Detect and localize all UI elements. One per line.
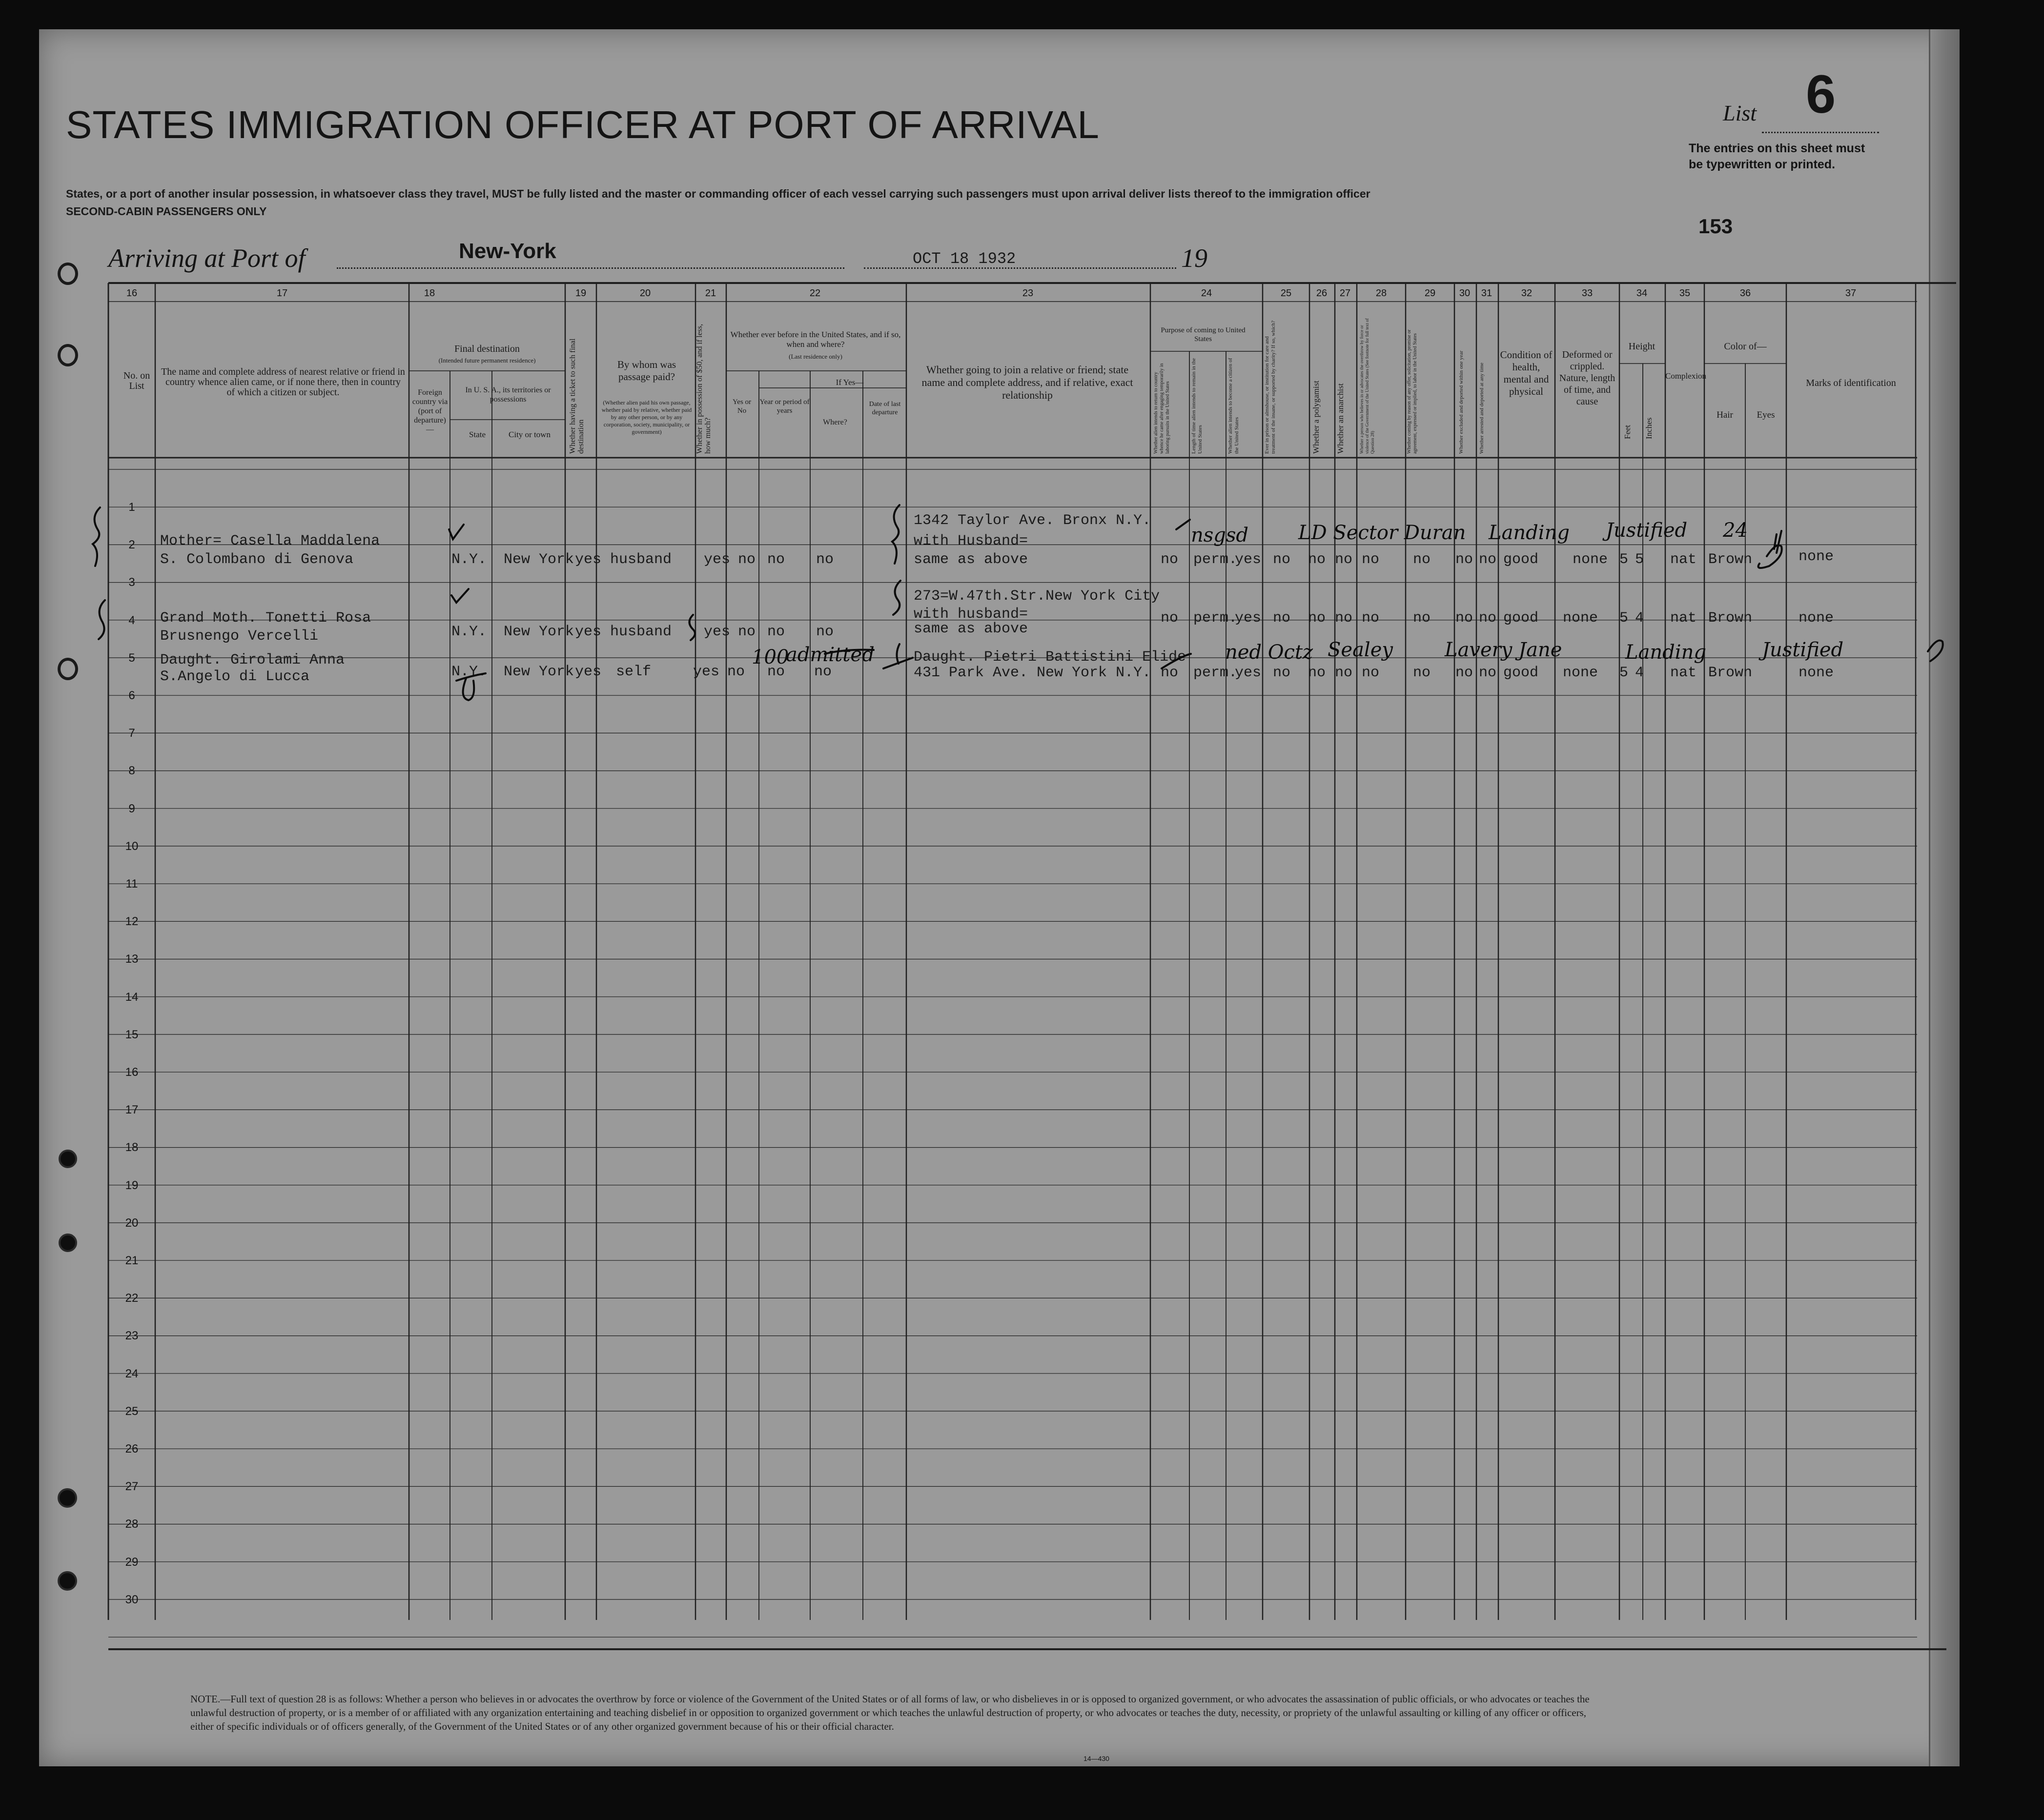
year-label: 19 (1181, 243, 1207, 273)
header-question-28: Whether a person who believes in or advocates the overthrow by force or violence of the Government of the United States (See footnote for full text of Question 28) (1359, 318, 1375, 454)
form-code: 14—430 (1083, 1755, 1109, 1762)
entry-3-feet: 5 (1619, 665, 1629, 681)
entry-2-join-line2: with husband= (914, 606, 1028, 623)
entry-1-citizen: yes (1235, 551, 1262, 568)
entry-3-state: N.Y. (451, 664, 487, 680)
entry-3-marks: none (1799, 665, 1834, 681)
scrawl-8: Lavery Jane (1445, 639, 1562, 661)
entry-3-health: good (1503, 665, 1539, 681)
entry-3-complexion: nat (1670, 665, 1697, 681)
row-number: 14 (125, 990, 139, 1004)
entry-2-return: no (1161, 610, 1179, 627)
entry-2-feet: 5 (1619, 610, 1629, 627)
entry-3-length: perm. (1193, 665, 1238, 681)
row-number: 23 (125, 1329, 139, 1343)
entry-1-return: no (1161, 551, 1179, 568)
column-number: 19 (575, 288, 587, 299)
entry-2-join-line3: same as above (914, 621, 1028, 637)
header-purpose: Purpose of coming to United States (1161, 326, 1246, 343)
column-number: 27 (1339, 288, 1351, 299)
entry-1-prison: no (1273, 551, 1291, 568)
sheet-number: 153 (1698, 215, 1733, 238)
entry-1-marks: none (1799, 548, 1834, 565)
header-deformed: Deformed or crippled. Nature, length of time, and cause (1559, 349, 1615, 407)
entry-3-money: yes (693, 664, 720, 680)
header-state: State (469, 430, 486, 439)
header-no-on-list: No. on List (123, 370, 150, 391)
arriving-label: Arriving at Port of (108, 243, 306, 273)
row-number: 29 (125, 1555, 139, 1569)
entry-2-inches: 4 (1635, 610, 1644, 627)
scrawl-10: Justified (1762, 639, 1844, 661)
header-city: City or town (509, 430, 551, 439)
row-number: 12 (125, 915, 139, 929)
date-stamp: OCT 18 1932 (913, 250, 1016, 268)
header-arrested: Whether arrested and deported at any time (1479, 363, 1485, 454)
entry-1-relative-line2: S. Colombano di Genova (160, 551, 354, 568)
row-number: 26 (125, 1442, 139, 1456)
entry-1-state: N.Y. (451, 551, 487, 568)
entry-3-ticket: yes (575, 664, 602, 680)
entry-2-citizen: yes (1235, 610, 1262, 627)
header-passage-paid-note: (Whether alien paid his own passage, whether paid by relative, whether paid by any other person, or by any corporation, society, municipality, or government) (601, 399, 692, 435)
entry-1-q28: no (1362, 551, 1380, 568)
entry-2-before-where: no (816, 624, 834, 640)
entry-2-arrested: no (1479, 610, 1497, 627)
footnote-question-28: NOTE.—Full text of question 28 is as follows: Whether a person who believes in or advocates the overthrow by force or violence of the Government of the United States or of all forms of law, or who disbelieves in or is opposed to organized government, or who advocates the assassination of public officials, or who advocates or teaches the unlawful destruction of property, or is a member of or affiliated with any organization entertaining and teaching disbelief in or opposition to organized government or which teaches the unlawful destruction of property, or who advocates or teaches the duty, necessity, or propriety of the unlawful assaulting or killing of any officer or officers, either of specific individuals or of officers generally, of the Government of the United States or of any other organized government because of his or their official character. (190, 1693, 1590, 1732)
entry-3-city: New York (504, 664, 574, 680)
entry-2-relative-line2: Brusnengo Vercelli (160, 628, 319, 645)
column-number: 33 (1581, 288, 1593, 299)
row-number: 10 (125, 839, 139, 853)
typewritten-note-2: be typewritten or printed. (1689, 158, 1836, 171)
row-number: 8 (128, 764, 135, 778)
header-final-destination-note: (Intended future permanent residence) (438, 357, 536, 364)
entry-1-arrested: no (1479, 551, 1497, 568)
entry-2-deformed: none (1563, 610, 1598, 627)
header-yes-no: Yes or No (732, 398, 752, 415)
row-number: 7 (128, 727, 135, 740)
entry-1-feet: 5 (1619, 551, 1629, 568)
scrawl-11: 100 (752, 646, 789, 668)
row-number: 27 (125, 1480, 139, 1494)
entry-1-deformed: none (1573, 551, 1608, 568)
entry-3-excluded: no (1455, 665, 1473, 681)
entry-3-return: no (1161, 665, 1179, 681)
header-final-destination: Final destination (454, 344, 520, 354)
entry-2-marks: none (1799, 610, 1834, 627)
column-number: 35 (1679, 288, 1691, 299)
list-label: List (1723, 101, 1757, 125)
row-number: 21 (125, 1254, 139, 1267)
entry-1-anarchist: no (1335, 551, 1353, 568)
form-title: STATES IMMIGRATION OFFICER AT PORT OF ARRIVAL (66, 103, 1100, 146)
header-hair: Hair (1717, 410, 1733, 420)
scrawl-5: 24 (1723, 519, 1748, 542)
entry-3-relative-line1: Daught. Girolami Anna (160, 652, 345, 668)
entry-1-join-line2: with Husband= (914, 533, 1028, 549)
entry-2-complexion: nat (1670, 610, 1697, 627)
header-ever-before-note: (Last residence only) (789, 353, 842, 360)
entry-1-city: New York (504, 551, 574, 568)
row-number: 9 (128, 802, 135, 815)
entry-1-hair: Brown (1708, 551, 1753, 568)
entry-2-hair: Brown (1708, 610, 1753, 627)
row-number: 2 (128, 538, 135, 552)
form-subtitle: States, or a port of another insular possession, in whatsoever class they travel, MUST be fully listed and the master or commanding officer of each vessel carrying such passengers must upon arrival deliver lists thereof to the immigration officer (66, 187, 1370, 200)
entry-3-q28: no (1362, 665, 1380, 681)
entry-3-join-line1: Daught. Pietri Battistini Elide (914, 649, 1186, 666)
entry-1-join-line3: same as above (914, 551, 1028, 568)
column-number: 17 (276, 288, 288, 299)
scrawl-1: nsgsd (1191, 524, 1249, 546)
header-where: Where? (823, 418, 847, 426)
row-number: 5 (128, 651, 135, 665)
entry-3-inches: 4 (1635, 665, 1644, 681)
column-number: 34 (1636, 288, 1648, 299)
row-number: 20 (125, 1216, 139, 1230)
entry-3-prison: no (1273, 665, 1291, 681)
column-number: 29 (1424, 288, 1436, 299)
entry-1-complexion: nat (1670, 551, 1697, 568)
header-health: Condition of health, mental and physical (1500, 349, 1553, 397)
header-complexion: Complexion (1665, 371, 1707, 381)
column-number: 30 (1459, 288, 1471, 299)
entry-3-before-where: no (814, 664, 832, 680)
entry-3-before-year: no (767, 664, 785, 680)
list-number: 6 (1806, 64, 1836, 124)
entry-2-money: yes (704, 624, 731, 640)
row-number: 11 (125, 877, 138, 890)
header-passage-paid: By whom was passage paid? (617, 359, 676, 383)
port-value: New-York (459, 239, 556, 263)
entry-3-deformed: none (1563, 665, 1598, 681)
scrawl-9: Landing (1625, 641, 1706, 664)
column-number: 20 (639, 288, 651, 299)
header-feet: Feet (1623, 425, 1632, 439)
column-number: 28 (1375, 288, 1387, 299)
entry-2-health: good (1503, 610, 1539, 627)
row-number: 18 (125, 1141, 139, 1154)
header-prison: Ever in prison or almshouse, or institution for care and treatment of the insane, or supported by charity? If so, which? (1264, 320, 1276, 454)
column-number: 24 (1201, 288, 1212, 299)
scrawl-12: admitted (786, 644, 875, 666)
entry-2-excluded: no (1455, 610, 1473, 627)
header-polygamist: Whether a polygamist (1311, 380, 1321, 454)
row-number: 6 (128, 689, 135, 702)
column-number: 22 (809, 288, 821, 299)
entry-2-anarchist: no (1335, 610, 1353, 627)
header-color: Color of— (1724, 341, 1767, 352)
scrawl-7: Sealey (1328, 639, 1393, 661)
entry-1-polygamist: no (1308, 551, 1326, 568)
header-foreign-country: Foreign country via (port of departure)— (412, 388, 448, 434)
entry-1-health: good (1503, 551, 1539, 568)
header-inches: Inches (1644, 417, 1654, 439)
entry-2-q29: no (1413, 610, 1431, 627)
scrawl-6: ned Octz (1225, 641, 1313, 664)
entry-1-paid-by: husband (610, 551, 672, 568)
column-number: 18 (424, 288, 435, 299)
header-if-yes: If Yes— (836, 378, 864, 387)
entry-1-excluded: no (1455, 551, 1473, 568)
entry-2-before-yesno: no (738, 624, 756, 640)
entry-1-ticket: yes (575, 551, 602, 568)
column-number: 31 (1481, 288, 1492, 299)
header-going-to-join: Whether going to join a relative or friend; state name and complete address, and if relative, exact relationship (921, 364, 1133, 401)
entry-3-arrested: no (1479, 665, 1497, 681)
column-number: 25 (1280, 288, 1292, 299)
header-year-period: Year or period of years (759, 398, 810, 415)
column-number: 32 (1521, 288, 1533, 299)
header-labor-offer: Whether coming by reason of any offer, solicitation, promise or agreement, expressed or implied, to labor in the United States (1407, 329, 1418, 454)
entry-1-money: yes (704, 551, 731, 568)
entry-3-q29: no (1413, 665, 1431, 681)
row-number: 28 (125, 1517, 139, 1531)
header-height: Height (1628, 341, 1656, 352)
entry-2-join-line1: 273=W.47th.Str.New York City (914, 588, 1160, 605)
entry-1-before-year: no (767, 551, 785, 568)
column-number: 16 (126, 288, 138, 299)
row-number: 30 (125, 1593, 139, 1606)
row-number: 22 (125, 1292, 139, 1305)
column-number: 26 (1316, 288, 1328, 299)
entry-2-prison: no (1273, 610, 1291, 627)
entry-2-length: perm. (1193, 610, 1238, 627)
entry-2-city: New York (504, 624, 574, 640)
header-date-departure: Date of last departure (869, 401, 901, 416)
row-number: 15 (125, 1028, 139, 1041)
entry-1-length: perm. (1193, 551, 1238, 568)
header-marks: Marks of identification (1806, 378, 1896, 388)
header-eyes: Eyes (1757, 410, 1775, 420)
entry-3-polygamist: no (1308, 665, 1326, 681)
column-number: 23 (1022, 288, 1034, 299)
header-money: Whether in possession of $50, and if less, how much? (695, 324, 712, 454)
header-anarchist: Whether an anarchist (1336, 383, 1345, 454)
header-relative: The name and complete address of nearest relative or friend in country whence alien came, or if none there, then in country of which a citizen or subject. (161, 366, 405, 398)
entry-3-paid-by: self (616, 664, 652, 680)
column-number: 37 (1845, 288, 1857, 299)
entry-3-anarchist: no (1335, 665, 1353, 681)
entry-1-inches: 5 (1635, 551, 1644, 568)
row-number: 3 (128, 576, 135, 589)
header-usa: In U. S. A., its territories or possessions (465, 386, 551, 404)
header-excluded: Whether excluded and deported within one year (1458, 350, 1464, 454)
row-number: 4 (128, 613, 135, 627)
entry-3-before-yesno: no (727, 664, 745, 680)
header-ever-before: Whether ever before in the United States, and if so, when and where? (730, 330, 901, 349)
header-ticket: Whether having a ticket to such final destination (569, 338, 585, 454)
entry-1-before-yesno: no (738, 551, 756, 568)
row-number: 13 (125, 952, 139, 966)
entry-1-before-where: no (816, 551, 834, 568)
row-number: 19 (125, 1178, 139, 1192)
entry-2-polygamist: no (1308, 610, 1326, 627)
scrawl-2: LD Sector Duran (1298, 522, 1466, 544)
scrawl-3: Landing (1489, 522, 1570, 544)
entry-1-q29: no (1413, 551, 1431, 568)
entry-1-join-line1: 1342 Taylor Ave. Bronx N.Y. (914, 512, 1151, 529)
entry-2-paid-by: husband (610, 624, 672, 640)
entry-2-before-year: no (767, 624, 785, 640)
scrawl-4: Justified (1606, 519, 1688, 542)
entry-3-citizen: yes (1235, 665, 1262, 681)
entry-2-relative-line1: Grand Moth. Tonetti Rosa (160, 610, 371, 627)
row-number: 1 (128, 501, 135, 514)
row-number: 16 (125, 1066, 139, 1079)
cabin-class: SECOND-CABIN PASSENGERS ONLY (66, 205, 267, 218)
column-number: 36 (1739, 288, 1751, 299)
row-number: 25 (125, 1404, 139, 1418)
entry-3-relative-line2: S.Angelo di Lucca (160, 668, 310, 685)
entry-2-ticket: yes (575, 624, 602, 640)
header-citizen: Whether alien intends to become a citizen of the United States (1227, 358, 1240, 454)
entry-3-join-line2: 431 Park Ave. New York N.Y. (914, 665, 1151, 681)
header-length-stay: Length of time alien intends to remain in the United States (1191, 358, 1203, 454)
header-return: Whether alien intends to return to country whence he came after engaging temporarily in laboring pursuits in the United States (1153, 363, 1170, 454)
column-number: 21 (705, 288, 716, 299)
entry-3-hair: Brown (1708, 665, 1753, 681)
row-number: 24 (125, 1367, 139, 1380)
typewritten-note-1: The entries on this sheet must (1689, 142, 1865, 155)
entry-1-relative-line1: Mother= Casella Maddalena (160, 533, 380, 549)
row-number: 17 (125, 1103, 139, 1117)
entry-2-q28: no (1362, 610, 1380, 627)
entry-2-state: N.Y. (451, 624, 487, 640)
